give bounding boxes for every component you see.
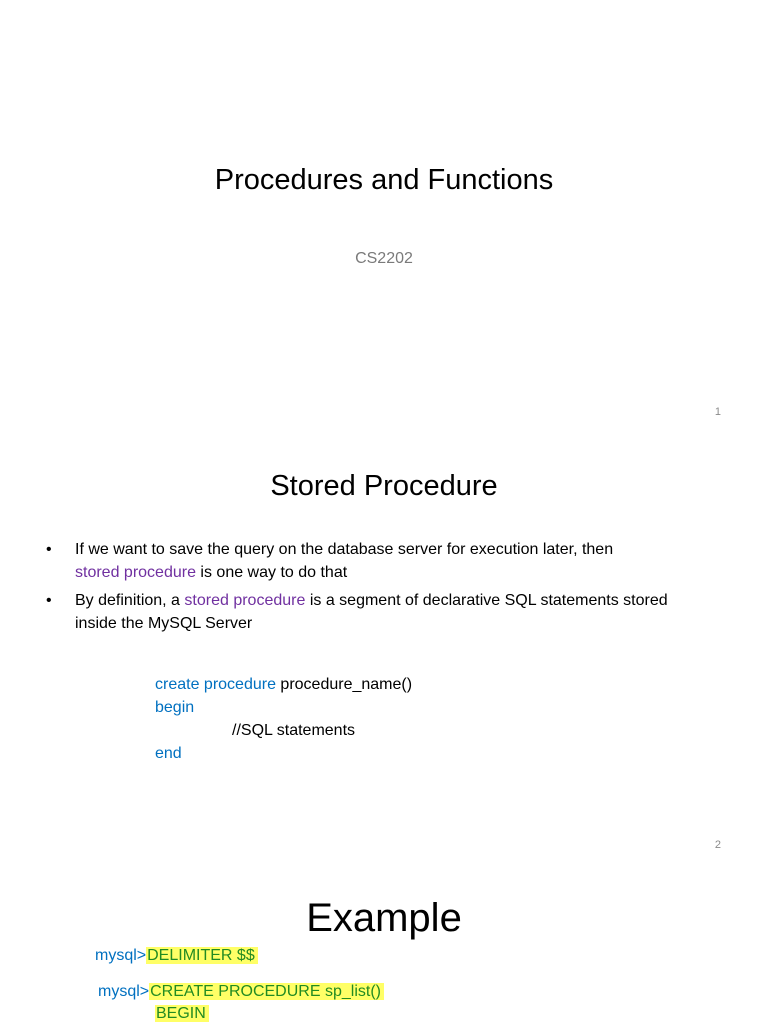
code-proc-name: procedure_name()	[275, 676, 413, 693]
example-line	[98, 981, 384, 1003]
code-begin: begin	[155, 699, 195, 716]
slide1-subtitle: CS2202	[355, 250, 413, 267]
slide3-title: Example	[306, 896, 462, 940]
bullet-dot: •	[46, 541, 52, 558]
slide2-title: Stored Procedure	[270, 470, 498, 502]
example-line	[155, 1003, 209, 1025]
bullet2-text-b: is a segment of declarative SQL statements stored inside the MySQL Server	[75, 592, 668, 632]
example-line	[95, 945, 258, 967]
slide1-page-number: 1	[714, 406, 721, 418]
slide1-title: Procedures and Functions	[214, 164, 554, 196]
mysql-prompt: mysql>	[95, 947, 147, 964]
highlighted-command: DELIMITER $$	[146, 947, 258, 964]
code-block	[155, 673, 412, 765]
bullet-item	[46, 538, 706, 584]
highlighted-command: CREATE PROCEDURE sp_list()	[149, 983, 384, 1000]
bullet-item	[46, 589, 706, 635]
code-line	[155, 673, 412, 696]
slide2-page-number: 2	[714, 839, 721, 851]
bullet2-text-a: By definition, a	[75, 592, 185, 609]
bullet2-highlight-term: stored procedure	[184, 592, 306, 609]
slide2-bullet-list	[46, 538, 706, 640]
highlighted-command: BEGIN	[155, 1005, 209, 1022]
mysql-prompt: mysql>	[98, 983, 150, 1000]
code-end: end	[155, 745, 182, 762]
bullet1-text-b: is one way to do that	[195, 564, 348, 581]
code-keyword-create: create procedure	[155, 676, 276, 693]
bullet1-text-a: If we want to save the query on the database server for execution later, then	[75, 541, 614, 558]
bullet1-highlight-term: stored procedure	[75, 564, 196, 581]
bullet-dot: •	[46, 592, 52, 609]
code-body: //SQL statements	[232, 722, 356, 739]
